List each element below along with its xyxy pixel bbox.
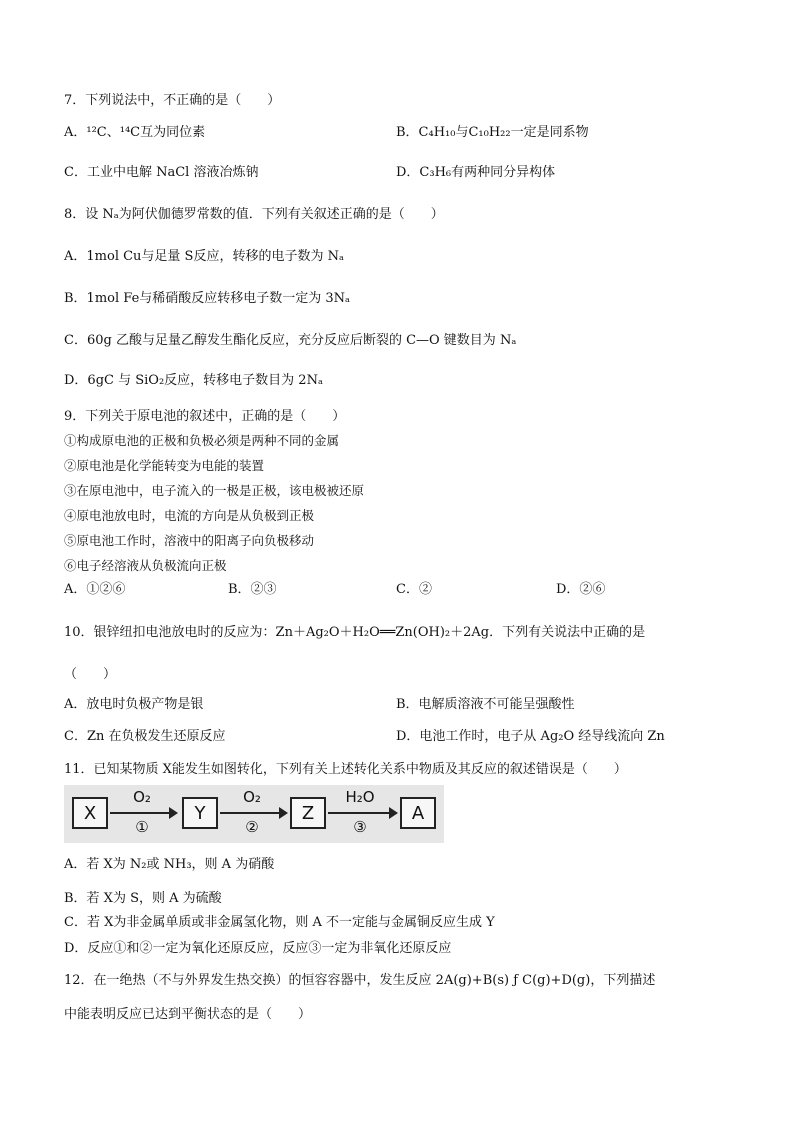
node-y: Y [182,797,218,829]
node-z: Z [290,797,326,829]
q9-item-2: ②原电池是化学能转变为电能的装置 [64,458,265,473]
step-1: ① [135,818,149,836]
q10-option-b: B．电解质溶液不可能呈强酸性 [396,697,575,712]
q9-item-3: ③在原电池中，电子流入的一极是正极，该电极被还原 [64,483,365,498]
q9-item-4: ④原电池放电时，电流的方向是从负极到正极 [64,508,315,523]
q11-stem: 11．已知某物质 X能发生如图转化，下列有关上述转化关系中物质及其反应的叙述错误是（ ） [64,762,627,777]
q7-option-d: D．C₃H₆有两种同分异构体 [396,165,556,180]
q10-option-a: A．放电时负极产物是银 [64,697,204,712]
q8-option-d: D．6gC 与 SiO₂反应，转移电子数目为 2Nₐ [64,373,323,388]
node-x: X [72,797,108,829]
q7-option-b: B．C₄H₁₀与C₁₀H₂₂一定是同系物 [396,125,589,140]
q12-stem-continued: 中能表明反应已达到平衡状态的是（ ） [64,1007,312,1022]
q9-item-5: ⑤原电池工作时，溶液中的阳离子向负极移动 [64,533,315,548]
q12-stem: 12．在一绝热（不与外界发生热交换）的恒容容器中，发生反应 2A(g)+B(s) ƒ C(g)+D(g)，下列描述 [64,973,656,988]
q9-item-6: ⑥电子经溶液从负极流向正极 [64,558,227,573]
node-a: A [400,797,436,829]
q9-option-a: A．①②⑥ [64,582,126,597]
q7-option-a: A．¹²C、¹⁴C互为同位素 [64,125,206,140]
step-3: ③ [353,818,367,836]
arrow-2 [220,812,286,814]
q11-option-d: D．反应①和②一定为氧化还原反应，反应③一定为非氧化还原反应 [64,941,452,956]
q10-stem: 10．银锌纽扣电池放电时的反应为：Zn＋Ag₂O＋H₂O══Zn(OH)₂＋2Ag．下列有关说法中正确的是 [64,625,646,640]
q9-stem: 9．下列关于原电池的叙述中，正确的是（ ） [64,409,346,424]
q11-option-c: C．若 X为非金属单质或非金属氢化物，则 A 不一定能与金属铜反应生成 Y [64,915,495,930]
arrow-3 [328,812,396,814]
q10-answer-paren: （ ） [64,667,117,682]
conversion-diagram [64,785,444,843]
q9-option-c: C．② [396,582,432,597]
q11-option-b: B．若 X为 S，则 A 为硫酸 [64,891,222,906]
q10-option-d: D．电池工作时，电子从 Ag₂O 经导线流向 Zn [396,729,665,744]
q9-item-1: ①构成原电池的正极和负极必须是两种不同的金属 [64,433,340,448]
reagent-1: O₂ [133,788,151,806]
q9-option-b: B．②③ [228,582,277,597]
q8-option-a: A．1mol Cu与足量 S反应，转移的电子数为 Nₐ [64,249,344,264]
q7-stem: 7．下列说法中，不正确的是（ ） [64,93,281,108]
q9-option-d: D．②⑥ [556,582,606,597]
arrow-1 [110,812,176,814]
q8-stem: 8．设 Nₐ为阿伏伽德罗常数的值．下列有关叙述正确的是（ ） [64,207,444,222]
q8-option-b: B．1mol Fe与稀硝酸反应转移电子数一定为 3Nₐ [64,291,351,306]
reagent-2: O₂ [243,788,261,806]
q8-option-c: C．60g 乙酸与足量乙醇发生酯化反应，充分反应后断裂的 C—O 键数目为 Nₐ [64,333,517,348]
q7-option-c: C．工业中电解 NaCl 溶液冶炼钠 [64,165,259,180]
q10-option-c: C．Zn 在负极发生还原反应 [64,729,226,744]
reagent-3: H₂O [345,788,375,806]
q11-option-a: A．若 X为 N₂或 NH₃，则 A 为硝酸 [64,857,275,872]
step-2: ② [245,818,259,836]
